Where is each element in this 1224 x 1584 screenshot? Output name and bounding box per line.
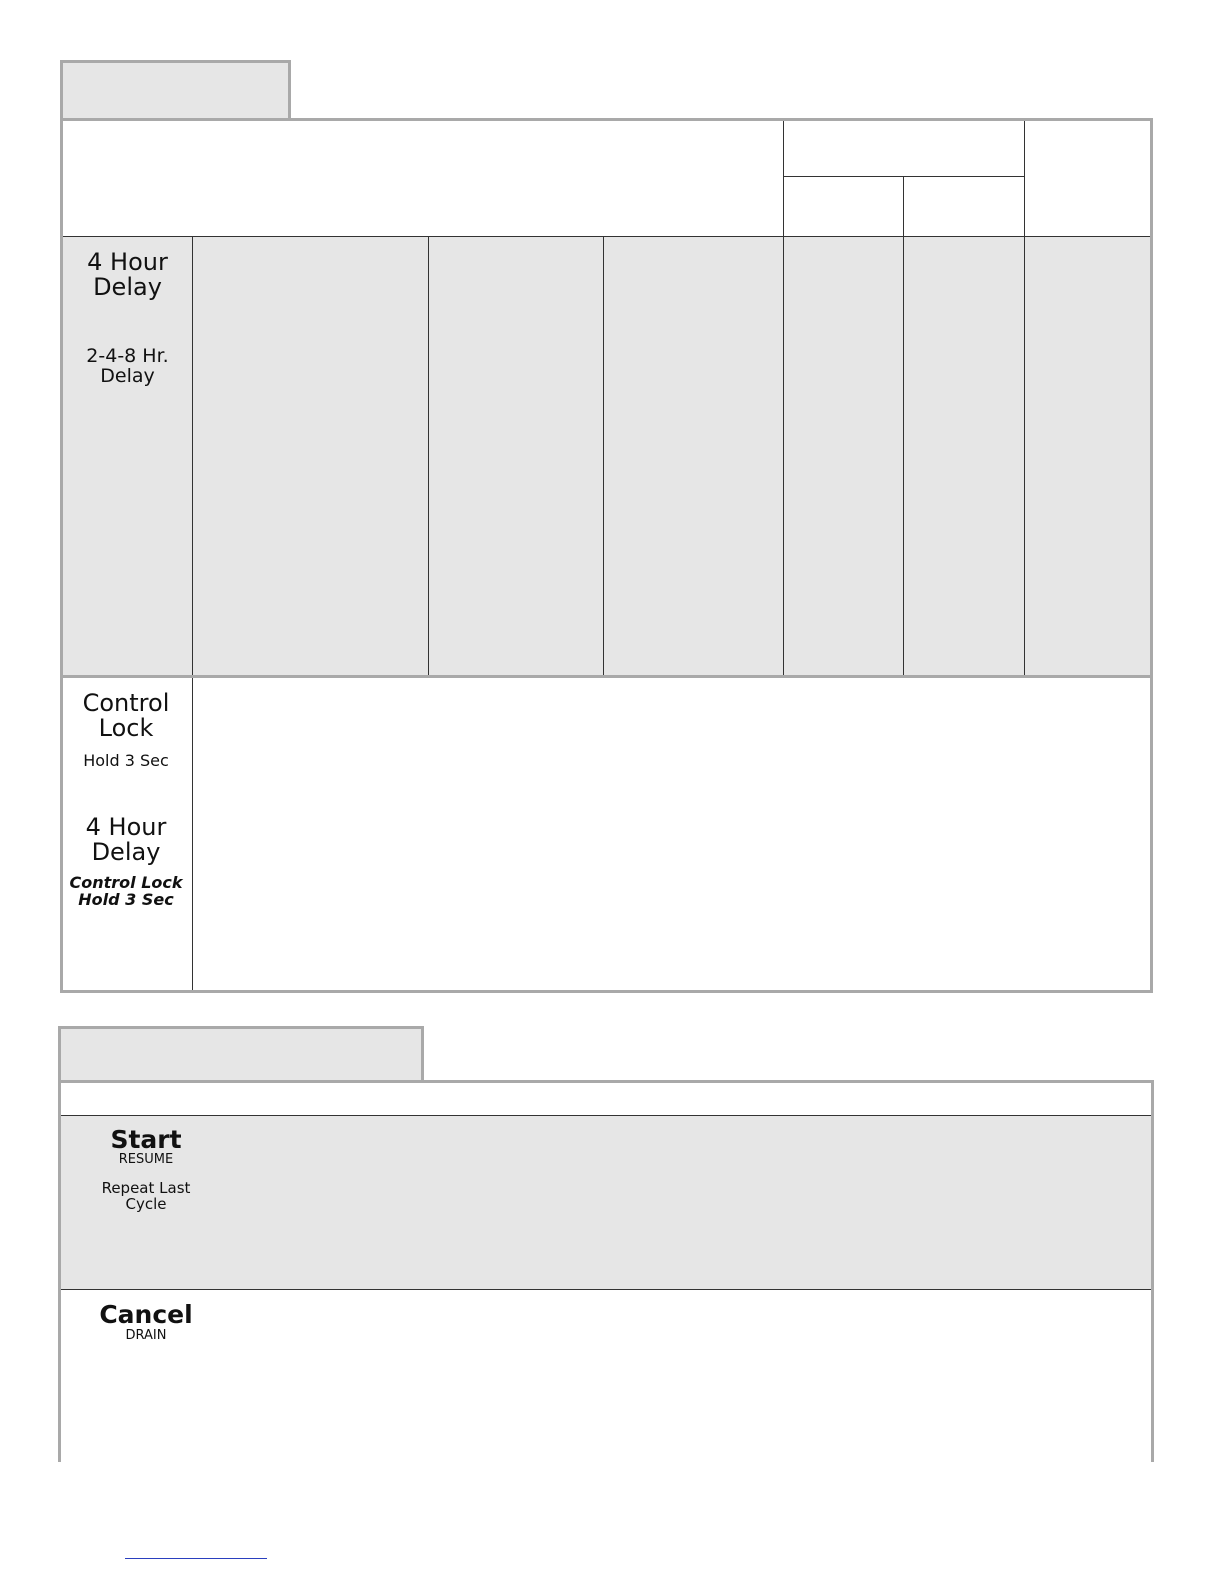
start-title: Start [110,1125,182,1154]
delay-row-shade [63,237,1150,675]
column-divider [783,237,784,675]
section1-header-tab [60,60,291,121]
control-lock-hold: Hold 3 Sec [83,751,169,770]
header-bottom-line [63,236,1150,237]
column-divider [192,678,193,990]
section2-header-tab [58,1026,424,1083]
header-divider [783,121,784,237]
column-divider [1024,237,1025,675]
section2-top-border [58,1080,1154,1083]
row-separator [63,675,1150,678]
column-divider [903,237,904,675]
cancel-title: Cancel [99,1300,193,1329]
footer-link-underline [125,1558,267,1559]
start-row-bottom-line [61,1289,1151,1290]
start-row-shade [61,1116,1151,1289]
column-divider [192,237,193,675]
delay-option-secondary: 2-4-8 Hr. Delay [86,345,169,387]
cancel-subtitle: DRAIN [125,1328,167,1343]
column-divider [428,237,429,675]
delay-option-primary: 4 Hour Delay [87,248,168,302]
column-divider [603,237,604,675]
start-note: Repeat Last Cycle [101,1179,191,1213]
lock-delay-title: 4 Hour Delay [85,813,167,867]
start-subtitle: RESUME [118,1152,174,1167]
header-divider [1024,121,1025,237]
control-lock-title: Control Lock [82,689,170,743]
section2-right-border [1151,1080,1154,1462]
lock-delay-subtitle: Control Lock Hold 3 Sec [69,873,183,909]
header-divider [903,176,904,237]
